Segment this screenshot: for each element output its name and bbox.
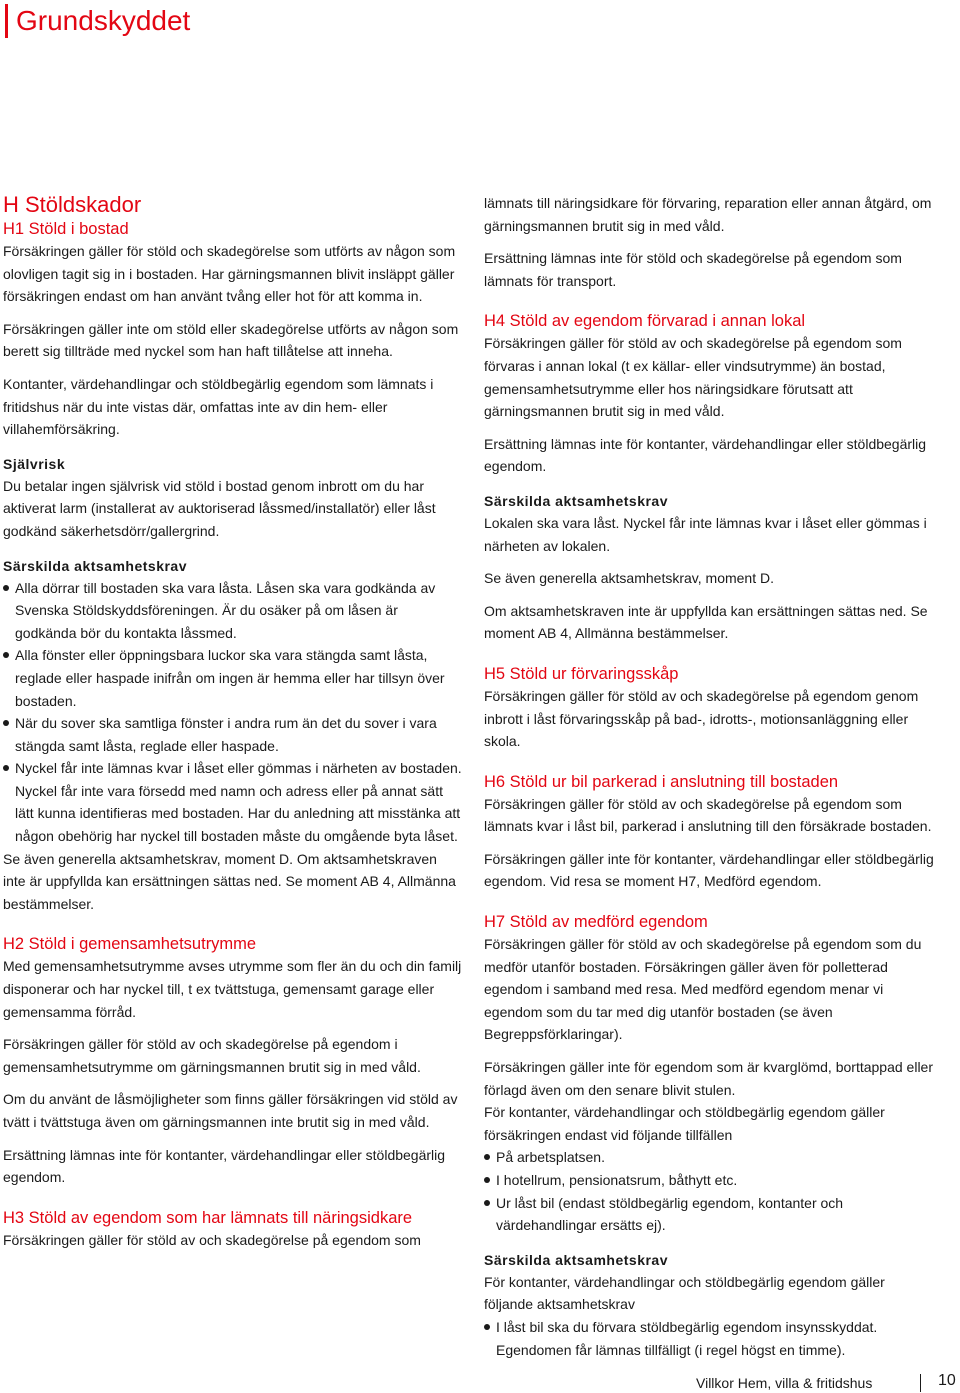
h3-continued: lämnats till näringsidkare för förvaring, reparation eller annan åtgärd, om gärningsmannen brutit sig in med våld. bbox=[484, 195, 932, 234]
h4-paragraph-4: Se även generella aktsamhetskrav, moment D. bbox=[484, 570, 774, 587]
h1-paragraph-2: Försäkringen gäller inte om stöld eller skadegörelse utförts av någon som berett sig tillträde med nyckel som han haft tillåtelse att inneha. bbox=[3, 320, 459, 360]
list-item: I hotellrum, pensionatsrum, båthytt etc. bbox=[484, 1169, 936, 1192]
sarskilda-heading: Särskilda aktsamhetskrav bbox=[3, 557, 187, 574]
h2-paragraph-3: Om du använt de låsmöjligheter som finns gäller försäkringen vid stöld av tvätt i tvättstuga även om gärningsmannen inte brutit sig in med våld. bbox=[3, 1091, 458, 1130]
h5-title: H5 Stöld ur förvaringsskåp bbox=[484, 664, 679, 683]
right-column bbox=[484, 192, 936, 1361]
h7-sarskilda-heading: Särskilda aktsamhetskrav bbox=[484, 1251, 668, 1268]
h7-list bbox=[484, 1146, 936, 1236]
h2-paragraph-1: Med gemensamhetsutrymme avses utrymme som fler än du och din familj disponerar och har nyckel till, t ex tvättstuga, gemensamt garage eller gemensamma förråd. bbox=[3, 958, 462, 1020]
h2-paragraph-2: Försäkringen gäller för stöld av och skadegörelse på egendom i gemensamhetsutrymme om gärningsmannen brutit sig in med våld. bbox=[3, 1036, 421, 1075]
h4-paragraph-2: Ersättning lämnas inte för kontanter, värdehandlingar eller stöldbegärlig egendom. bbox=[484, 435, 927, 475]
left-column bbox=[3, 192, 463, 1251]
h2-title: H2 Stöld i gemensamhetsutrymme bbox=[3, 935, 257, 954]
sjalvrisk-heading: Självrisk bbox=[3, 455, 66, 472]
h3-paragraph-2: Ersättning lämnas inte för stöld och skadegörelse på egendom som lämnats för transport. bbox=[484, 250, 902, 289]
h4-paragraph-5: Om aktsamhetskraven inte är uppfyllda kan ersättningen sättas ned. Se moment AB 4, Allmänna bestämmelser. bbox=[484, 602, 928, 642]
h3-title: H3 Stöld av egendom som har lämnats till näringsidkare bbox=[3, 1208, 413, 1227]
h6-title: H6 Stöld ur bil parkerad i anslutning till bostaden bbox=[484, 772, 839, 791]
h7-list-2 bbox=[484, 1316, 936, 1361]
page-title: Grundskyddet bbox=[16, 5, 191, 36]
aktsamhet-list bbox=[3, 577, 463, 848]
h7-paragraph-4: För kontanter, värdehandlingar och stöldbegärlig egendom gäller följande aktsamhetskrav bbox=[484, 1273, 885, 1313]
h4-title: H4 Stöld av egendom förvarad i annan lokal bbox=[484, 312, 806, 331]
sjalvrisk-text: Du betalar ingen självrisk vid stöld i bostad genom inbrott om du har aktiverat larm (installerat av auktoriserad låssmed/installatör) eller låst godkänd säkerhetsdörr/gallergrind. bbox=[3, 477, 436, 539]
page-number: 10 bbox=[938, 1372, 956, 1389]
title-accent-bar bbox=[5, 4, 8, 38]
footer-divider bbox=[920, 1374, 921, 1392]
footer-document-title: Villkor Hem, villa & fritidshus bbox=[696, 1375, 873, 1391]
list-item: Nyckel får inte lämnas kvar i låset eller gömmas i närheten av bostaden. Nyckel får inte vara försedd med namn och adress eller på annat sätt lätt kunna identifieras med bostaden. Har du anledning att misstänka att någon obehörig har nyckel till bostaden måste du omgående byta låset. bbox=[3, 757, 463, 847]
list-item: På arbetsplatsen. bbox=[484, 1146, 936, 1169]
list-item: Alla dörrar till bostaden ska vara låsta. Låsen ska vara godkända av Svenska Stöldskyddsföreningen. Är du osäker på om låsen är godkända bör du kontakta låssmed. bbox=[3, 577, 463, 645]
h7-title: H7 Stöld av medförd egendom bbox=[484, 913, 708, 932]
h1-title: H1 Stöld i bostad bbox=[3, 220, 129, 238]
h4-paragraph-1: Försäkringen gäller för stöld av och skadegörelse på egendom som förvaras i annan lokal (t ex källar- eller vindsutrymme) än bostad, gemensamhetsutrymme eller hos näringsidkare förutsatt att gärningsmannen brutit sig in med våld. bbox=[484, 335, 902, 420]
list-item: När du sover ska samtliga fönster i andra rum än det du sover i vara stängda samt låsta, reglade eller haspade. bbox=[3, 712, 463, 757]
h2-paragraph-4: Ersättning lämnas inte för kontanter, värdehandlingar eller stöldbegärlig egendom. bbox=[3, 1146, 446, 1186]
see-also-text: Se även generella aktsamhetskrav, moment D. Om aktsamhetskraven inte är uppfyllda kan ersättningen sättas ned. Se moment AB 4, Allmänna bestämmelser. bbox=[3, 850, 456, 912]
h5-paragraph-1: Försäkringen gäller för stöld av och skadegörelse på egendom genom inbrott i låst förvaringsskåp på bad-, idrotts-, motionsanläggning eller skola. bbox=[484, 687, 919, 750]
list-item: Ur låst bil (endast stöldbegärlig egendom, kontanter och värdehandlingar ersätts ej). bbox=[484, 1192, 936, 1237]
h4-paragraph-3: Lokalen ska vara låst. Nyckel får inte lämnas kvar i låset eller gömmas i närheten av lokalen. bbox=[484, 514, 927, 554]
list-item: I låst bil ska du förvara stöldbegärlig egendom insynsskyddat. Egendomen får lämnas tillfälligt (i regel högst en timme). bbox=[484, 1316, 936, 1361]
h6-paragraph-1: Försäkringen gäller för stöld av och skadegörelse på egendom som lämnats kvar i låst bil, parkerad i anslutning till den försäkrade bostaden. bbox=[484, 795, 932, 835]
h3-paragraph-1: Försäkringen gäller för stöld av och skadegörelse på egendom som bbox=[3, 1231, 421, 1248]
list-item: Alla fönster eller öppningsbara luckor ska vara stängda samt låsta, reglade eller haspade inifrån om ingen är hemma eller har tillsyn över bostaden. bbox=[3, 644, 463, 712]
h7-paragraph-2: Försäkringen gäller inte för egendom som är kvarglömd, borttappad eller förlagd även om den senare blivit stulen. bbox=[484, 1059, 934, 1098]
h6-paragraph-2: Försäkringen gäller inte för kontanter, värdehandlingar eller stöldbegärlig egendom. Vid resa se moment H7, Medförd egendom. bbox=[484, 850, 934, 890]
h1-paragraph-1: Försäkringen gäller för stöld och skadegörelse som utförts av någon som olovligen tagit sig in i bostaden. Har gärningsmannen blivit insläppt gäller försäkringen endast om han använt tvång eller hot för att komma in. bbox=[3, 243, 456, 305]
h4-sarskilda-heading: Särskilda aktsamhetskrav bbox=[484, 492, 668, 509]
h7-paragraph-3: För kontanter, värdehandlingar och stöldbegärlig egendom gäller försäkringen endast vid följande tillfällen bbox=[484, 1104, 885, 1143]
section-title-h: H Stöldskador bbox=[3, 192, 142, 217]
h7-paragraph-1: Försäkringen gäller för stöld av och skadegörelse på egendom som du medför utanför bostaden. Försäkringen gäller även för polletterad egendom i samband med resa. Med medförd egendom menar vi egendom som du tar med dig utanför bostaden (se även Begreppsförklaringar). bbox=[484, 936, 922, 1043]
h1-paragraph-3: Kontanter, värdehandlingar och stöldbegärlig egendom som lämnats i fritidshus när du inte vistas där, omfattas inte av din hem- eller villahemförsäkring. bbox=[3, 375, 434, 438]
